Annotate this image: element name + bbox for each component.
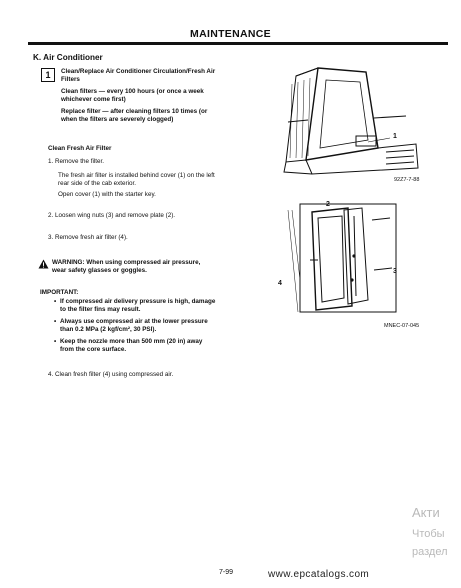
- important-b3-line2: from the core surface.: [60, 346, 127, 353]
- important-title: IMPORTANT:: [40, 289, 79, 296]
- watermark: www.epcatalogs.com: [268, 569, 370, 580]
- fig2-caption: MNEC-07-045: [384, 323, 420, 329]
- clean-interval-line1: Clean filters — every 100 hours (or once a week: [61, 88, 204, 95]
- overlay-line2: Чтобы: [412, 528, 445, 540]
- fig1-caption: 92Z7-7-88: [394, 177, 420, 183]
- important-b2-line1: Always use compressed air at the lower pressure: [60, 318, 208, 325]
- bullet-icon: •: [54, 338, 57, 345]
- warning-triangle-icon: [38, 259, 49, 269]
- fig2-callout-2: 2: [326, 201, 330, 208]
- bullet-icon: •: [54, 318, 57, 325]
- task-number-box: 1: [41, 68, 55, 82]
- page-title: MAINTENANCE: [190, 28, 271, 40]
- replace-interval-line1: Replace filter — after cleaning filters 10 times (or: [61, 108, 208, 115]
- task-title-line2: Filters: [61, 76, 80, 83]
- page-number: 7-99: [219, 569, 234, 576]
- bullet-icon: •: [54, 298, 57, 305]
- step-2: 2. Loosen wing nuts (3) and remove plate (2).: [48, 212, 176, 219]
- warning-line2: wear safety glasses or goggles.: [52, 267, 147, 274]
- important-b1-line1: If compressed air delivery pressure is high, damage: [60, 298, 216, 305]
- clean-interval-line2: whichever come first): [61, 96, 126, 103]
- important-b2-line2: than 0.2 MPa (2 kgf/cm², 30 PSI).: [60, 326, 157, 333]
- warning-line1: WARNING: When using compressed air pressure,: [52, 259, 201, 266]
- step-1-detail-line3: Open cover (1) with the starter key.: [58, 191, 156, 198]
- section-title: K. Air Conditioner: [33, 53, 103, 62]
- step-1: 1. Remove the filter.: [48, 158, 104, 165]
- replace-interval-line2: when the filters are severely clogged): [61, 116, 174, 123]
- step-4: 4. Clean fresh filter (4) using compressed air.: [48, 371, 174, 378]
- overlay-line1: Акти: [412, 505, 440, 520]
- step-1-detail-line1: The fresh air filter is installed behind cover (1) on the left: [58, 172, 215, 179]
- cab-exterior-figure: [276, 62, 426, 180]
- fig2-callout-3: 3: [393, 268, 397, 275]
- step-1-detail-line2: rear side of the cab exterior.: [58, 180, 137, 187]
- header-rule: [28, 42, 448, 45]
- procedure-title: Clean Fresh Air Filter: [48, 145, 112, 152]
- task-title-line1: Clean/Replace Air Conditioner Circulation/Fresh Air: [61, 68, 216, 75]
- fig2-callout-4: 4: [278, 280, 282, 287]
- fig1-callout-1: 1: [393, 133, 397, 140]
- filter-removal-figure: [282, 200, 422, 320]
- important-b3-line1: Keep the nozzle more than 500 mm (20 in) away: [60, 338, 203, 345]
- step-3: 3. Remove fresh air filter (4).: [48, 234, 128, 241]
- overlay-line3: раздел: [412, 546, 448, 558]
- important-b1-line2: to the filter fins may result.: [60, 306, 141, 313]
